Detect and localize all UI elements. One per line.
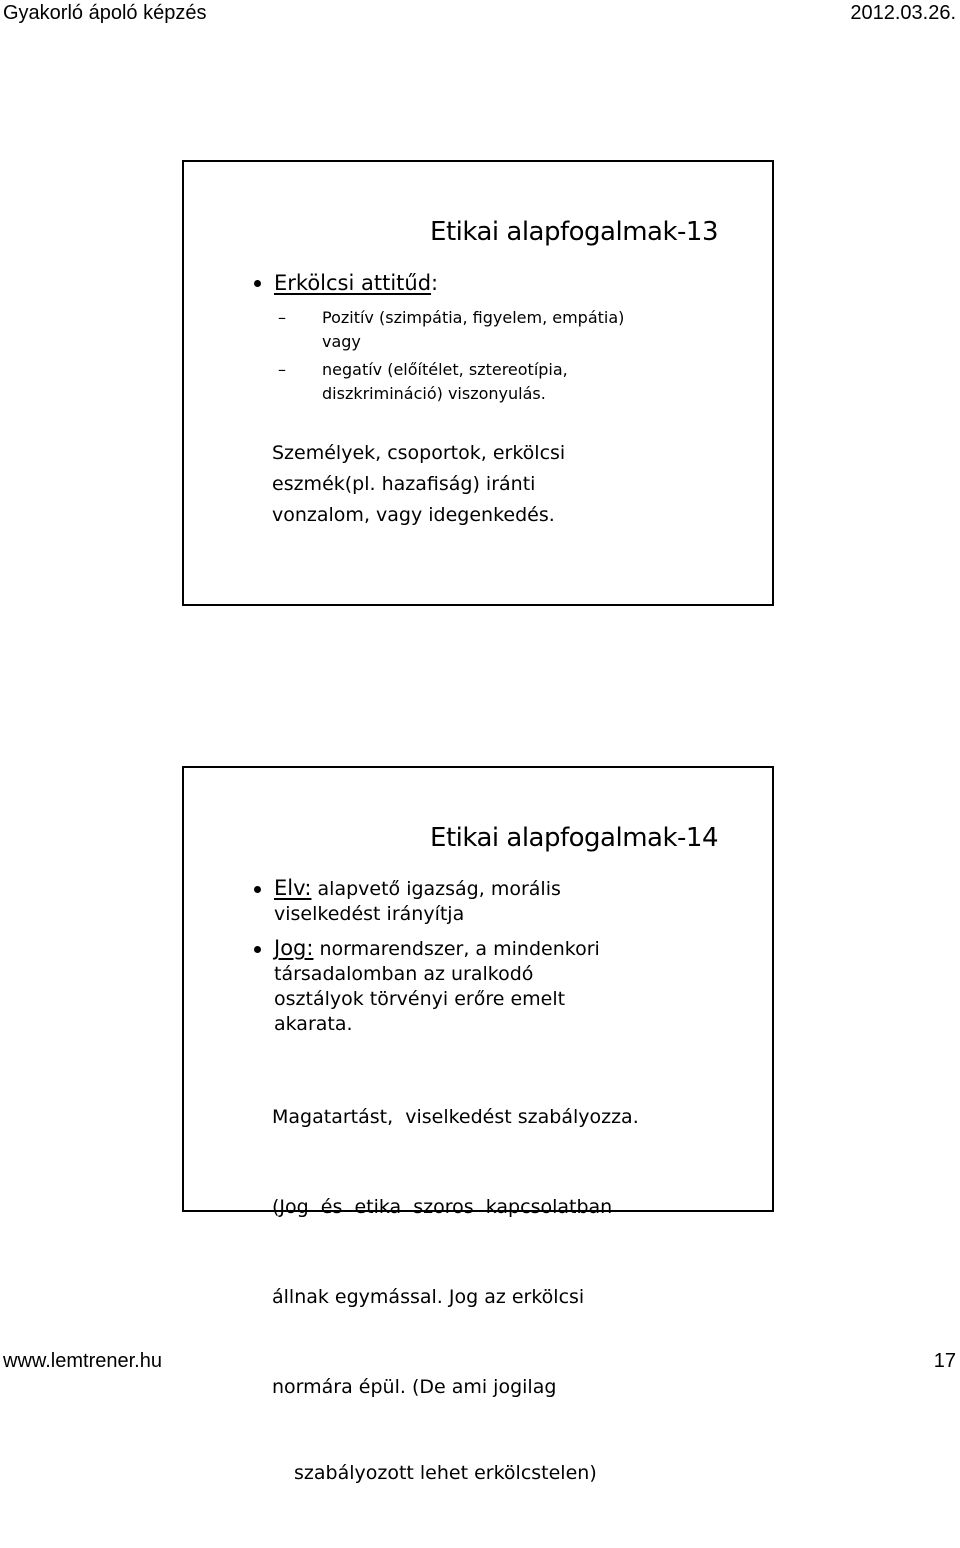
page-header-title: Gyakorló ápoló képzés — [3, 2, 207, 24]
bullet-label: Jog: — [274, 936, 314, 960]
bullet-elv — [274, 876, 561, 927]
bullet-text: alapvető igazság, morális — [317, 878, 561, 900]
paragraph-line: Személyek, csoportok, erkölcsi — [272, 442, 566, 464]
sub-item-negative — [278, 358, 722, 406]
bullet-text: osztályok törvényi erőre emelt — [274, 988, 566, 1010]
paragraph-line: (Jog és etika szoros kapcsolatban — [272, 1196, 613, 1218]
footer-website: www.lemtrener.hu — [3, 1350, 162, 1372]
paragraph-line: normára épül. (De ami jogilag — [272, 1376, 557, 1398]
sub-line: negatív (előítélet, sztereotípia, — [322, 360, 568, 379]
slide-title: Etikai alapfogalmak-13 — [430, 217, 718, 247]
slide-title: Etikai alapfogalmak-14 — [430, 823, 718, 853]
paragraph-line: állnak egymással. Jog az erkölcsi — [272, 1286, 585, 1308]
bullet-label: Elv: — [274, 876, 312, 900]
page-header-date: 2012.03.26. — [850, 2, 956, 24]
sub-line: diszkrimináció) viszonyulás. — [322, 384, 546, 403]
slide-paragraph — [272, 438, 565, 531]
paragraph-line: szabályozott lehet erkölcstelen) — [294, 1462, 597, 1484]
bullet-label: Erkölcsi attitűd — [274, 271, 432, 295]
dash-marker: – — [278, 360, 286, 379]
bullet-colon: : — [431, 271, 439, 295]
bullet-text: viselkedést irányítja — [274, 903, 465, 925]
bullet-text: normarendszer, a mindenkori — [319, 938, 600, 960]
paragraph-line: Magatartást, viselkedést szabályozza. — [272, 1106, 639, 1128]
bullet-jog — [274, 936, 600, 1037]
page-number: 17 — [933, 1350, 956, 1372]
slide-13 — [182, 160, 774, 606]
dash-marker: – — [278, 308, 286, 327]
slide-14 — [182, 766, 774, 1484]
slide-paragraph — [272, 1042, 639, 1548]
paragraph-line: eszmék(pl. hazafiság) iránti — [272, 473, 536, 495]
sub-item-positive — [278, 306, 722, 354]
bullet-erkolcsi-attitud — [274, 270, 438, 296]
bullet-text: társadalomban az uralkodó — [274, 963, 534, 985]
paragraph-line: vonzalom, vagy idegenkedés. — [272, 504, 555, 526]
sub-line: Pozitív (szimpátia, figyelem, empátia) — [322, 308, 625, 327]
sub-line: vagy — [322, 332, 361, 351]
bullet-text: akarata. — [274, 1013, 353, 1035]
